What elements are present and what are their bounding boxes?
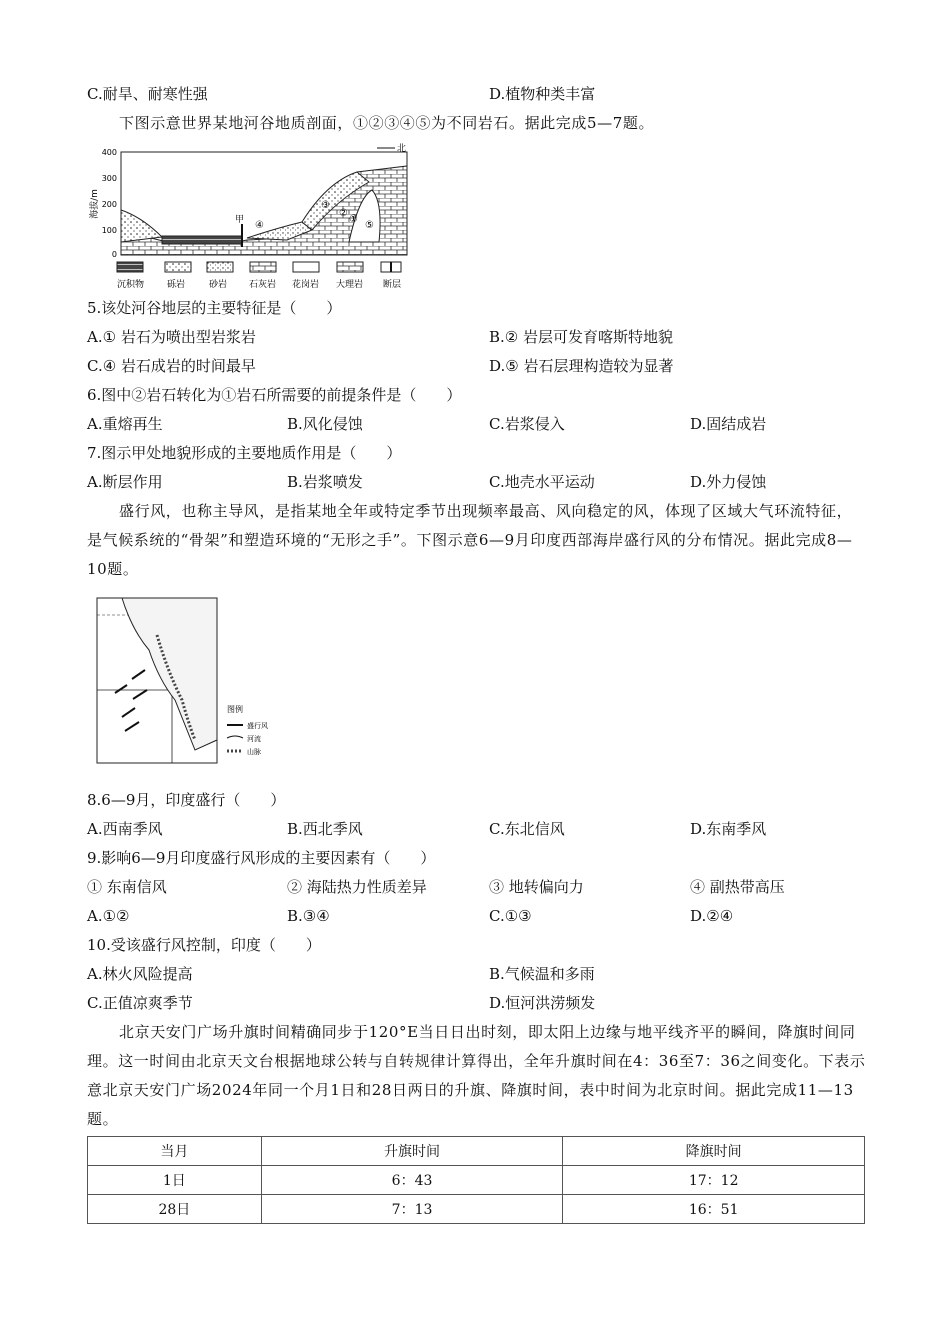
q10-options-row-2 — [87, 989, 867, 1018]
q9-item-2: ② 海陆热力性质差异 — [287, 878, 427, 896]
q5-option-c[interactable]: C.④ 岩石成岩的时间最早 — [87, 357, 256, 375]
q10-option-d[interactable]: D.恒河洪涝频发 — [489, 994, 596, 1012]
q9-option-a[interactable]: A.①② — [87, 907, 130, 925]
q9-stem: 9.影响6—9月印度盛行风形成的主要因素有（ ） — [87, 849, 436, 867]
q7-stem: 7.图示甲处地貌形成的主要地质作用是（ ） — [87, 444, 402, 462]
y-axis-label: 海拔/m — [90, 189, 100, 219]
q6-option-d[interactable]: D.固结成岩 — [690, 415, 767, 433]
q10-option-a[interactable]: A.林火风险提高 — [87, 965, 193, 983]
q8-options-row — [87, 815, 867, 844]
table-cell: 17：12 — [563, 1166, 865, 1195]
q5-stem: 5.该处河谷地层的主要特征是（ ） — [87, 299, 342, 317]
q5-options-row-2 — [87, 352, 867, 381]
q8-stem: 8.6—9月，印度盛行（ ） — [87, 791, 286, 809]
table-cell: 6：43 — [261, 1166, 563, 1195]
table-header-cell: 当月 — [88, 1137, 262, 1166]
legend-sandstone: 砂岩 — [209, 280, 228, 290]
q8-option-d[interactable]: D.东南季风 — [690, 820, 767, 838]
y-tick: 300 — [101, 174, 117, 183]
q6-option-c[interactable]: C.岩浆侵入 — [489, 415, 565, 433]
table-row — [88, 1166, 865, 1195]
q8-option-a[interactable]: A.西南季风 — [87, 820, 163, 838]
rock-label-4: ④ — [255, 220, 264, 231]
q4-option-d[interactable]: D.植物种类丰富 — [489, 85, 596, 103]
q6-option-a[interactable]: A.重熔再生 — [87, 415, 163, 433]
india-wind-map-figure — [87, 590, 287, 780]
q9-item-4: ④ 副热带高压 — [690, 878, 785, 896]
q8-option-c[interactable]: C.东北信风 — [489, 820, 565, 838]
q7-option-d[interactable]: D.外力侵蚀 — [690, 473, 767, 491]
q8-option-b[interactable]: B.西北季风 — [287, 820, 363, 838]
table-header-row — [88, 1137, 865, 1166]
y-tick: 200 — [101, 200, 117, 209]
point-jia-label: 甲 — [235, 215, 245, 225]
q9-options-row — [87, 902, 867, 931]
rock-label-3: ③ — [321, 200, 330, 211]
q10-option-b[interactable]: B.气候温和多雨 — [489, 965, 595, 983]
q9-item-3: ③ 地转偏向力 — [489, 878, 584, 896]
legend-granite: 花岗岩 — [292, 280, 320, 290]
q5-option-a[interactable]: A.① 岩石为喷出型岩浆岩 — [87, 328, 256, 346]
flag-intro: 北京天安门广场升旗时间精确同步于120°E当日日出时刻，即太阳上边缘与地平线齐平的瞬间，降旗时间同理。这一时间由北京天文台根据地球公转与自转规律计算得出，全年升旗时间在4：36至7：36之间变化。下表示意北京天安门广场2024年同一个月1日和28日两日的升旗、降旗时间，表中时间为北京时间。据此完成11—13题。 — [87, 1023, 866, 1128]
exam-page — [87, 80, 867, 1224]
q9-option-c[interactable]: C.①③ — [489, 907, 532, 925]
table-cell: 28日 — [88, 1195, 262, 1224]
legend-mountain: 山脉 — [247, 748, 261, 756]
q6-stem: 6.图中②岩石转化为①岩石所需要的前提条件是（ ） — [87, 386, 462, 404]
rock-label-1: ① — [349, 214, 358, 225]
table-cell: 1日 — [88, 1166, 262, 1195]
legend-limestone: 石灰岩 — [249, 280, 277, 290]
q6-option-b[interactable]: B.风化侵蚀 — [287, 415, 363, 433]
legend-river: 河流 — [247, 735, 261, 743]
table-header-cell: 升旗时间 — [261, 1137, 563, 1166]
wind-intro: 盛行风，也称主导风，是指某地全年或特定季节出现频率最高、风向稳定的风，体现了区域大气环流特征，是气候系统的“骨架”和塑造环境的“无形之手”。下图示意6—9月印度西部海岸盛行风的分布情况。据此完成8—10题。 — [87, 502, 853, 578]
rock-label-5: ⑤ — [365, 220, 374, 231]
rock-label-2: ② — [339, 208, 348, 219]
legend-prevailing-wind: 盛行风 — [247, 722, 268, 730]
y-tick: 100 — [101, 226, 117, 235]
q5-option-b[interactable]: B.② 岩层可发育喀斯特地貌 — [489, 328, 674, 346]
q9-items-row — [87, 873, 867, 902]
table-header-cell: 降旗时间 — [563, 1137, 865, 1166]
geologic-section-figure — [87, 142, 417, 292]
q10-stem: 10.受该盛行风控制，印度（ ） — [87, 936, 321, 954]
legend-sediment: 沉积物 — [117, 280, 145, 290]
flag-time-table — [87, 1136, 865, 1224]
fig1-intro: 下图示意世界某地河谷地质剖面，①②③④⑤为不同岩石。据此完成5—7题。 — [119, 114, 655, 132]
q9-option-b[interactable]: B.③④ — [287, 907, 330, 925]
q6-options-row — [87, 410, 867, 439]
table-cell: 7：13 — [261, 1195, 563, 1224]
q10-options-row-1 — [87, 960, 867, 989]
q7-option-c[interactable]: C.地壳水平运动 — [489, 473, 595, 491]
q5-option-d[interactable]: D.⑤ 岩石层理构造较为显著 — [489, 357, 674, 375]
y-tick: 0 — [111, 250, 117, 259]
q7-option-b[interactable]: B.岩浆喷发 — [287, 473, 363, 491]
q10-option-c[interactable]: C.正值凉爽季节 — [87, 994, 193, 1012]
legend-marble: 大理岩 — [336, 280, 364, 290]
q4-options-row — [87, 80, 867, 109]
q7-options-row — [87, 468, 867, 497]
table-row — [88, 1195, 865, 1224]
q5-options-row-1 — [87, 323, 867, 352]
legend-fault: 断层 — [383, 280, 402, 290]
q4-option-c[interactable]: C.耐旱、耐寒性强 — [87, 85, 208, 103]
q9-option-d[interactable]: D.②④ — [690, 907, 734, 925]
y-tick: 400 — [101, 148, 117, 157]
q9-item-1: ① 东南信风 — [87, 878, 167, 896]
legend-title: 图例 — [227, 705, 243, 714]
table-cell: 16：51 — [563, 1195, 865, 1224]
legend-conglomerate: 砾岩 — [167, 280, 186, 290]
q7-option-a[interactable]: A.断层作用 — [87, 473, 163, 491]
north-label: 北 — [397, 144, 407, 154]
